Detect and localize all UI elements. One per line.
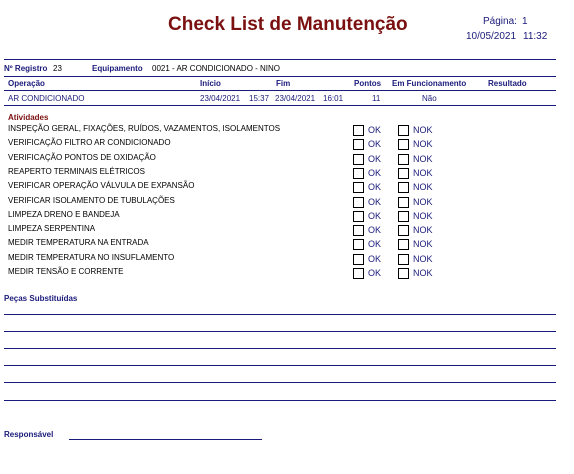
nok-label: NOK: [413, 268, 433, 278]
registro-value: 23: [53, 64, 62, 73]
nok-label: NOK: [413, 139, 433, 149]
activity-item: MEDIR TEMPERATURA NA ENTRADA: [8, 238, 149, 247]
nok-label: NOK: [413, 197, 433, 207]
nok-checkbox[interactable]: [398, 125, 409, 136]
ok-label: OK: [368, 254, 382, 264]
ok-checkbox[interactable]: [353, 182, 364, 193]
ok-label: OK: [368, 154, 382, 164]
nok-checkbox[interactable]: [398, 239, 409, 250]
table-header-divider: [4, 90, 556, 91]
print-date: 10/05/2021: [466, 31, 517, 42]
activity-item: REAPERTO TERMINAIS ELÉTRICOS: [8, 167, 145, 176]
parts-line-5: [4, 382, 556, 383]
parts-line-1: [4, 314, 556, 315]
nok-checkbox[interactable]: [398, 268, 409, 279]
ok-label: OK: [368, 239, 382, 249]
record-divider: [4, 76, 556, 77]
ok-label: OK: [368, 225, 382, 235]
ok-checkbox[interactable]: [353, 197, 364, 208]
ok-label: OK: [368, 182, 382, 192]
ok-checkbox[interactable]: [353, 225, 364, 236]
nok-checkbox[interactable]: [398, 182, 409, 193]
col-fim: Fim: [276, 79, 291, 88]
row-operacao: AR CONDICIONADO: [8, 94, 85, 103]
page-title: Check List de Manutenção: [168, 14, 408, 35]
activities-title: Atividades: [8, 113, 49, 122]
activity-item: INSPEÇÃO GERAL, FIXAÇÕES, RUÍDOS, VAZAMENTOS, ISOLAMENTOS: [8, 124, 281, 133]
header-divider: [4, 59, 556, 60]
page-number: 1: [522, 16, 528, 27]
equipamento-label: Equipamento: [92, 64, 143, 73]
ok-label: OK: [368, 168, 382, 178]
col-em-funcionamento: Em Funcionamento: [392, 79, 467, 88]
row-em-funcionamento: Não: [422, 94, 437, 103]
activity-item: VERIFICAÇÃO FILTRO AR CONDICIONADO: [8, 138, 171, 147]
row-divider: [4, 105, 556, 106]
activity-item: VERIFICAR OPERAÇÃO VÁLVULA DE EXPANSÃO: [8, 181, 195, 190]
ok-checkbox[interactable]: [353, 268, 364, 279]
nok-label: NOK: [413, 225, 433, 235]
ok-checkbox[interactable]: [353, 139, 364, 150]
page-label: Página:: [483, 16, 517, 27]
parts-line-2: [4, 331, 556, 332]
nok-label: NOK: [413, 254, 433, 264]
equipamento-value: 0021 - AR CONDICIONADO - NINO: [152, 64, 281, 73]
print-time: 11:32: [523, 31, 548, 42]
nok-checkbox[interactable]: [398, 154, 409, 165]
parts-title: Peças Substituídas: [4, 294, 78, 303]
ok-checkbox[interactable]: [353, 239, 364, 250]
nok-checkbox[interactable]: [398, 197, 409, 208]
signature-line[interactable]: [69, 439, 262, 440]
nok-checkbox[interactable]: [398, 254, 409, 265]
nok-label: NOK: [413, 211, 433, 221]
row-fim-data: 23/04/2021: [275, 94, 316, 103]
row-fim-hora: 16:01: [323, 94, 344, 103]
parts-line-6: [4, 400, 556, 401]
responsavel-label: Responsável: [4, 430, 54, 439]
activity-item: MEDIR TEMPERATURA NO INSUFLAMENTO: [8, 253, 175, 262]
ok-label: OK: [368, 125, 382, 135]
ok-checkbox[interactable]: [353, 168, 364, 179]
nok-label: NOK: [413, 239, 433, 249]
ok-checkbox[interactable]: [353, 154, 364, 165]
nok-label: NOK: [413, 182, 433, 192]
ok-label: OK: [368, 197, 382, 207]
nok-checkbox[interactable]: [398, 139, 409, 150]
ok-checkbox[interactable]: [353, 125, 364, 136]
activity-item: MEDIR TENSÃO E CORRENTE: [8, 267, 124, 276]
ok-label: OK: [368, 139, 382, 149]
parts-line-4: [4, 365, 556, 366]
col-operacao: Operação: [8, 79, 45, 88]
nok-label: NOK: [413, 125, 433, 135]
col-resultado: Resultado: [488, 79, 527, 88]
activity-item: VERIFICAÇÃO PONTOS DE OXIDAÇÃO: [8, 153, 156, 162]
ok-checkbox[interactable]: [353, 211, 364, 222]
ok-label: OK: [368, 211, 382, 221]
row-inicio-hora: 15:37: [249, 94, 270, 103]
col-inicio: Início: [200, 79, 221, 88]
nok-label: NOK: [413, 168, 433, 178]
activity-item: VERIFICAR ISOLAMENTO DE TUBULAÇÕES: [8, 196, 175, 205]
parts-line-3: [4, 348, 556, 349]
registro-label: Nº Registro: [4, 64, 48, 73]
nok-checkbox[interactable]: [398, 211, 409, 222]
nok-checkbox[interactable]: [398, 225, 409, 236]
nok-checkbox[interactable]: [398, 168, 409, 179]
activity-item: LIMPEZA SERPENTINA: [8, 224, 96, 233]
nok-label: NOK: [413, 154, 433, 164]
col-pontos: Pontos: [354, 79, 382, 88]
row-pontos: 11: [372, 94, 381, 103]
ok-checkbox[interactable]: [353, 254, 364, 265]
ok-label: OK: [368, 268, 382, 278]
activity-item: LIMPEZA DRENO E BANDEJA: [8, 210, 120, 219]
row-inicio-data: 23/04/2021: [200, 94, 241, 103]
